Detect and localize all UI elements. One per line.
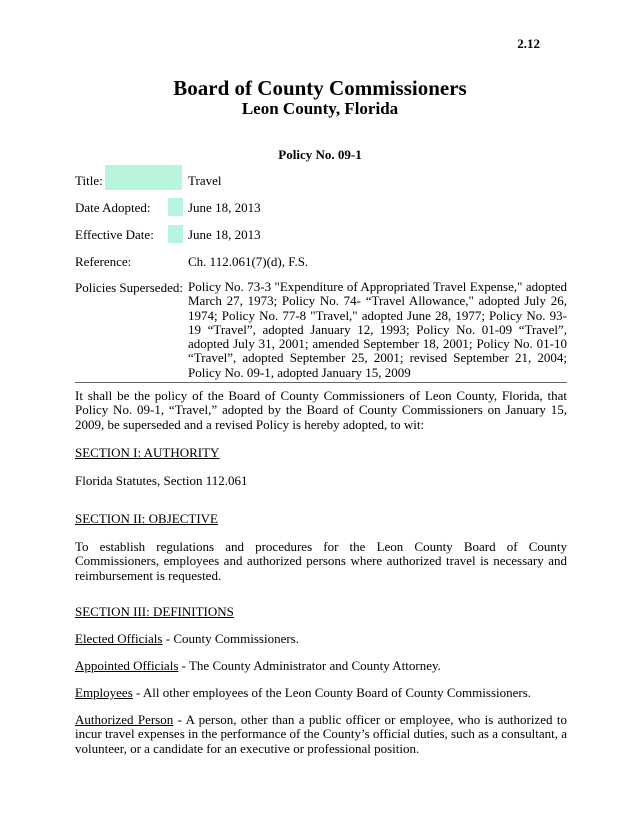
superseded-value: Policy No. 73-3 "Expenditure of Appropriated Travel Expense," adopted March 27, 1973; Policy No. 74- “Travel Allowance," adopted July 26, 1974; Policy No. 77-8 "Travel," adopted June 28, 1977; Policy No. 93-19 “Travel”, adopted January 12, 1993; Policy No. 01-09 “Travel”, adopted July 31, 2001; amended September 18, 2001; Policy No. 01-10 “Travel”, adopted September 25, 2001; revised September 21, 2004; Policy No. 09-1, adopted January 15, 2009 — [188, 279, 567, 380]
reference-value: Ch. 112.061(7)(d), F.S. — [188, 254, 309, 269]
definition-text: - The County Administrator and County Attorney. — [178, 658, 441, 673]
definition-term: Authorized Person — [75, 712, 174, 727]
effective-date-value: June 18, 2013 — [188, 227, 261, 242]
effective-date-label: Effective Date: — [75, 227, 154, 242]
divider — [75, 382, 567, 383]
section-1-body: Florida Statutes, Section 112.061 — [75, 473, 248, 488]
intro-paragraph: It shall be the policy of the Board of County Commissioners of Leon County, Florida, that Policy No. 09-1, “Travel,” adopted by the Board of County Commissioners on January 15, 2009, be superseded and a revised Policy is hereby adopted, to wit: — [75, 388, 567, 432]
document-title: Board of County Commissioners — [173, 76, 467, 100]
highlight-mark — [168, 198, 183, 216]
definition-item — [75, 632, 567, 646]
definition-item — [75, 659, 567, 673]
definition-term: Elected Officials — [75, 631, 163, 646]
section-2-heading-text: SECTION II: OBJECTIVE — [75, 511, 218, 526]
policy-number: Policy No. 09-1 — [278, 147, 362, 162]
superseded-label: Policies Superseded: — [75, 280, 183, 295]
highlight-mark — [168, 225, 183, 243]
page-number: 2.12 — [517, 36, 540, 51]
date-adopted-label: Date Adopted: — [75, 200, 151, 215]
definition-term: Appointed Officials — [75, 658, 179, 673]
definition-item — [75, 713, 567, 756]
date-adopted-value: June 18, 2013 — [188, 200, 261, 215]
section-3-heading-text: SECTION III: DEFINITIONS — [75, 604, 234, 619]
title-label: Title: — [75, 173, 103, 188]
section-2-heading — [75, 512, 567, 526]
highlight-mark — [105, 165, 182, 190]
section-1-heading-text: SECTION I: AUTHORITY — [75, 445, 220, 460]
title-value: Travel — [188, 173, 222, 188]
document-subtitle: Leon County, Florida — [241, 99, 399, 118]
definition-item — [75, 686, 567, 700]
reference-label: Reference: — [75, 254, 132, 269]
definition-text: - A person, other than a public officer or employee, who is authorized to incur travel expenses in the performance of the County’s official duties, such as a consultant, a volunteer, or a candidate for an executive or professional position. — [75, 712, 567, 756]
definition-term: Employees — [75, 685, 133, 700]
section-2-body: To establish regulations and procedures for the Leon County Board of County Commissioners, employees and authorized persons where authorized travel is necessary and reimbursement is requested. — [75, 539, 567, 583]
definition-text: - County Commissioners. — [162, 631, 299, 646]
definition-text: - All other employees of the Leon County Board of County Commissioners. — [132, 685, 532, 700]
section-3-heading — [75, 605, 567, 619]
section-1-heading — [75, 446, 567, 460]
